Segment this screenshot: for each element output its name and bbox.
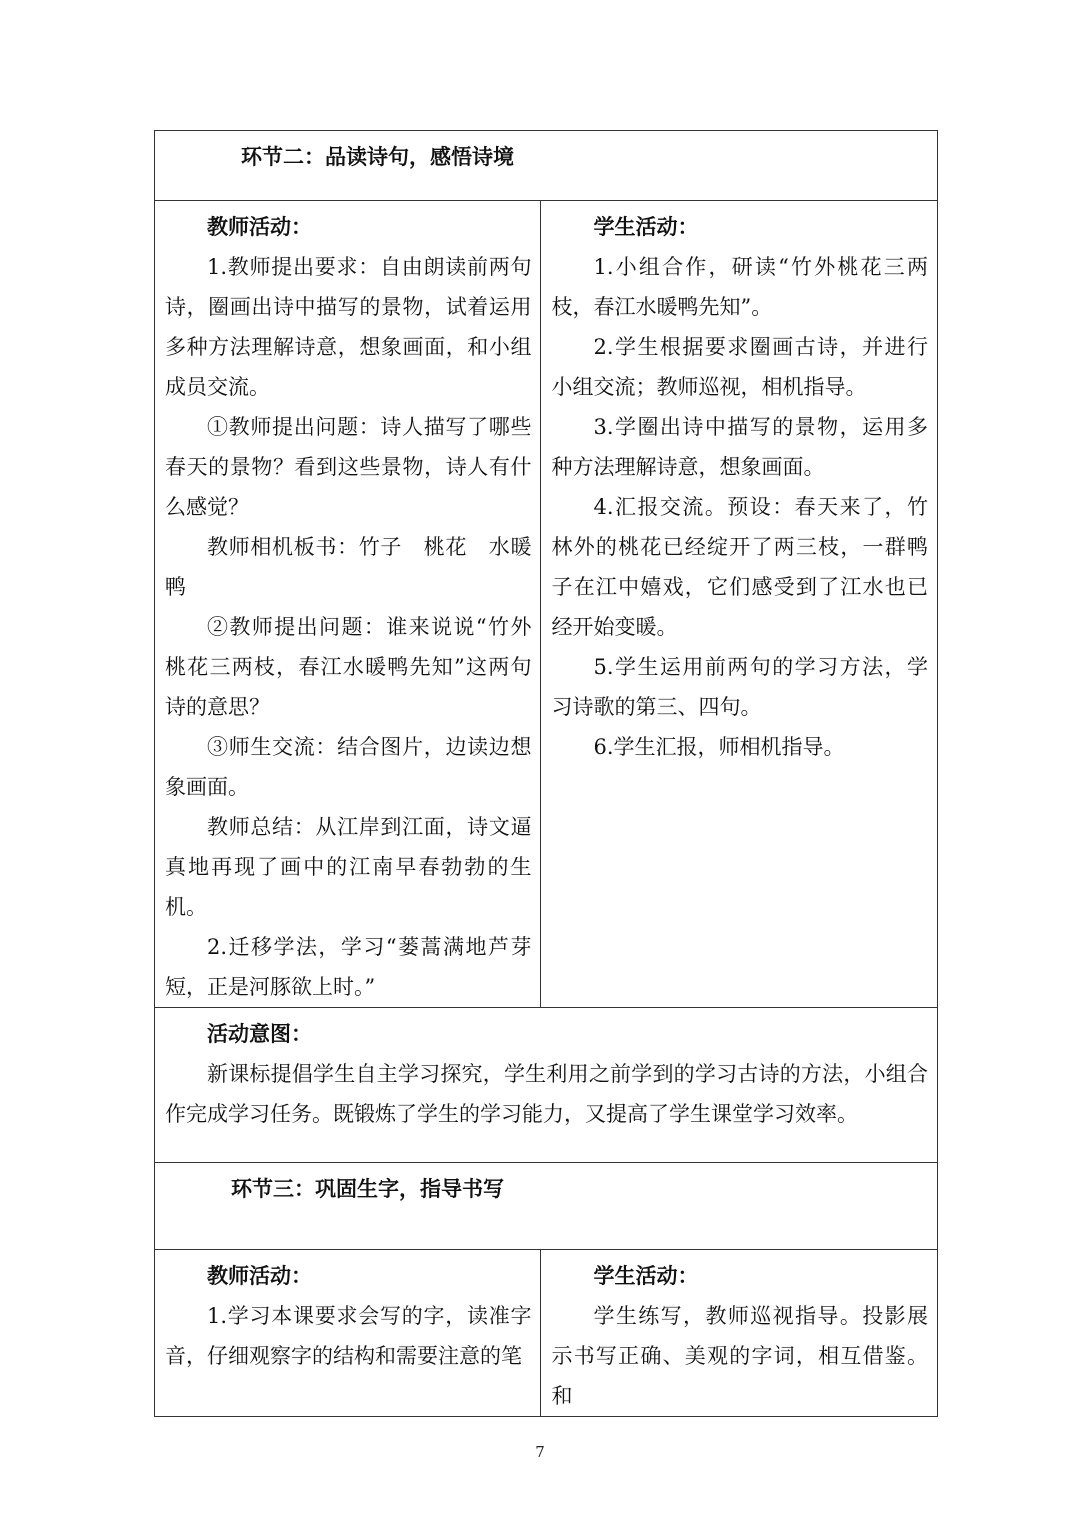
section3-student-label: 学生活动： [593, 1263, 699, 1288]
section3-heading-row [155, 1163, 938, 1250]
section2-intent-cell [155, 1008, 938, 1163]
section2-student-cell [541, 201, 938, 1008]
section2-intent-row [155, 1008, 938, 1163]
section2-student-paragraph: 5.学生运用前两句的学习方法，学习诗歌的第三、四句。 [551, 655, 928, 719]
page-number: 7 [535, 1443, 545, 1461]
section3-heading-cell [155, 1163, 938, 1250]
section2-teacher-paragraph: ①教师提出问题：诗人描写了哪些春天的景物？看到这些景物，诗人有什么感觉？ [165, 415, 532, 519]
section3-teacher-text: 1.学习本课要求会写的字，读准字音，仔细观察字的结构和需要注意的笔 [165, 1304, 532, 1368]
section3-activities-row [155, 1250, 938, 1417]
section2-student-paragraph: 2.学生根据要求圈画古诗，并进行小组交流；教师巡视，相机指导。 [551, 335, 928, 399]
section2-student-label: 学生活动： [593, 214, 699, 239]
section2-teacher-cell [155, 201, 541, 1008]
section2-teacher-paragraph: ③师生交流：结合图片，边读边想象画面。 [165, 735, 532, 799]
section3-teacher-label: 教师活动： [207, 1263, 312, 1288]
section2-heading-row [155, 131, 938, 201]
section2-student-paragraph: 3.学圈出诗中描写的景物，运用多种方法理解诗意，想象画面。 [551, 415, 928, 479]
section2-teacher-paragraph: 1.教师提出要求：自由朗读前两句诗，圈画出诗中描写的景物，试着运用多种方法理解诗意，想象画面，和小组成员交流。 [165, 255, 532, 399]
section2-student-paragraph: 1.小组合作，研读“竹外桃花三两枝，春江水暖鸭先知”。 [551, 255, 928, 319]
section2-teacher-paragraph: 教师相机板书：竹子 桃花 水暖鸭 [165, 535, 532, 599]
section2-student-paragraph: 4.汇报交流。预设：春天来了，竹林外的桃花已经绽开了两三枝，一群鸭子在江中嬉戏，它们感受到了江水也已经开始变暖。 [551, 495, 928, 639]
section3-student-cell [541, 1250, 938, 1417]
lesson-plan-table [154, 130, 938, 1417]
section2-teacher-paragraph: 教师总结：从江岸到江面，诗文逼真地再现了画中的江南早春勃勃的生机。 [165, 815, 532, 919]
section2-heading: 环节二：品读诗句，感悟诗境 [241, 144, 514, 169]
section2-teacher-label: 教师活动： [207, 214, 312, 239]
section2-heading-cell [155, 131, 938, 201]
section3-teacher-cell [155, 1250, 541, 1417]
section2-student-paragraph: 6.学生汇报，师相机指导。 [593, 735, 845, 759]
section2-teacher-paragraph: 2.迁移学法，学习“蒌蒿满地芦芽短，正是河豚欲上时。” [165, 935, 532, 999]
section3-student-text: 学生练写，教师巡视指导。投影展示书写正确、美观的字词，相互借鉴。和 [551, 1304, 928, 1408]
section2-intent-label: 活动意图： [207, 1021, 312, 1046]
section2-teacher-paragraph: ②教师提出问题：谁来说说“竹外桃花三两枝，春江水暖鸭先知”这两句诗的意思？ [165, 615, 532, 719]
section3-heading: 环节三：巩固生字，指导书写 [231, 1176, 504, 1201]
section2-intent-text: 新课标提倡学生自主学习探究，学生利用之前学到的学习古诗的方法，小组合作完成学习任务。既锻炼了学生的学习能力，又提高了学生课堂学习效率。 [165, 1062, 928, 1126]
section2-activities-row [155, 201, 938, 1008]
